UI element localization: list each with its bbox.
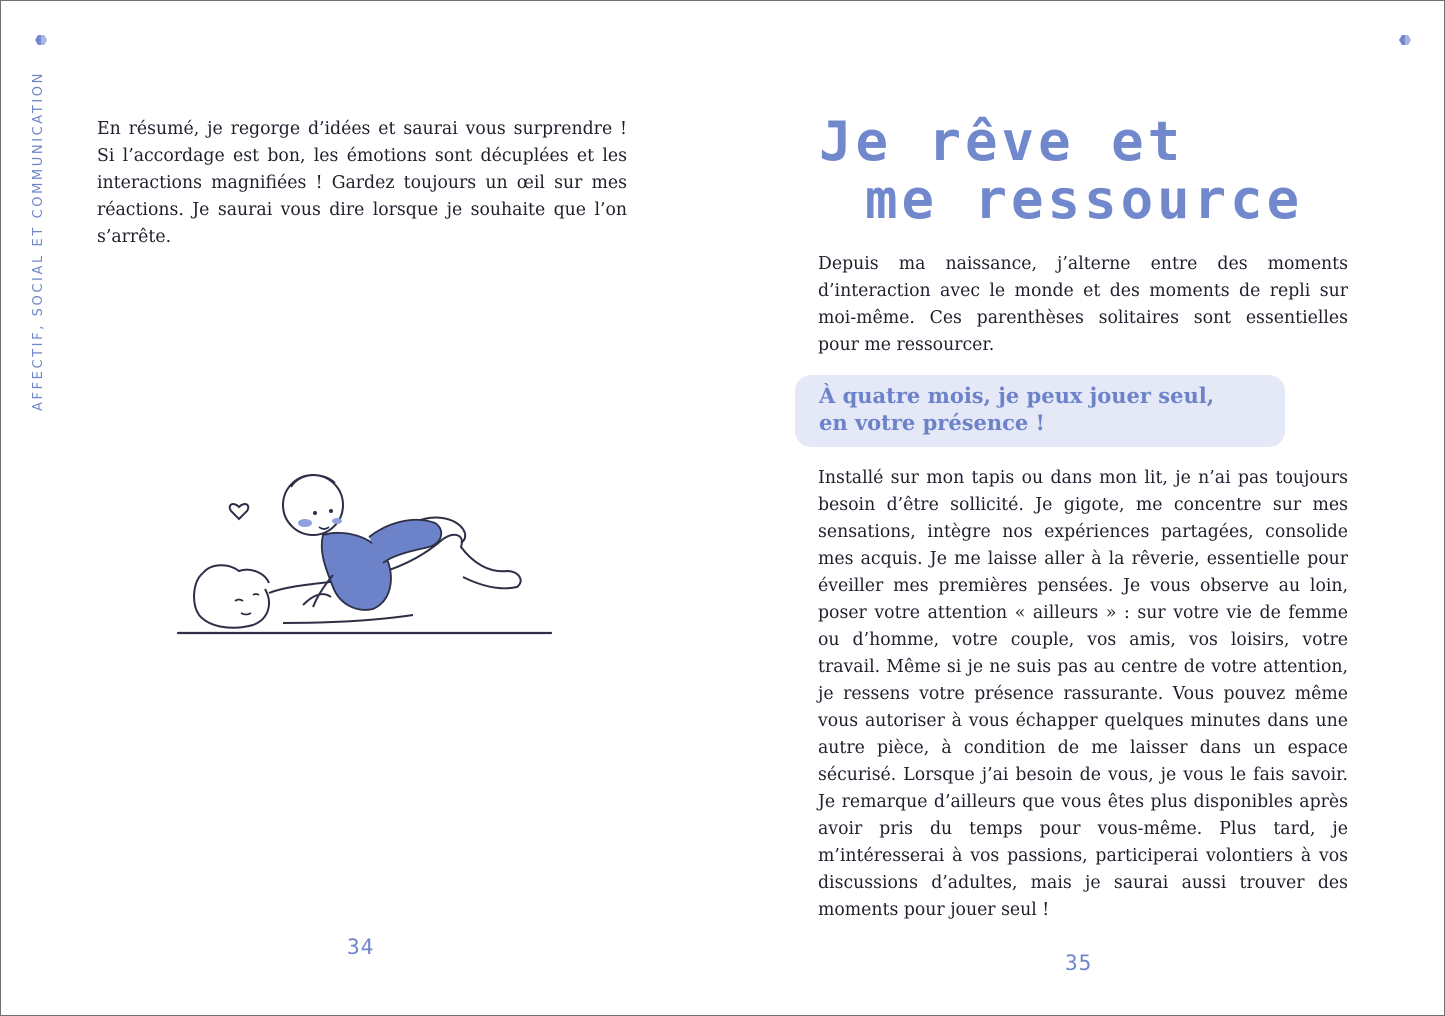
left-page	[1, 1, 723, 1015]
subheading-line1: À quatre mois, je peux jouer seul,	[819, 383, 1215, 408]
page-number-left: 34	[347, 935, 375, 959]
intro-paragraph: Depuis ma naissance, j’alterne entre des moments d’interaction avec le monde et des moments de repli sur moi-même. Ces parenthèses solitaires sont essentielles pour me ressourcer.	[818, 254, 1348, 355]
hexagon-mark-icon	[1399, 34, 1411, 46]
hexagon-mark-icon	[35, 34, 47, 46]
subheading	[819, 382, 1214, 436]
left-paragraph: En résumé, je regorge d’idées et saurai vous surprendre ! Si l’accordage est bon, les émotions sont décuplées et les interactions magnifiées ! Gardez toujours un œil sur mes réactions. Je saurai vous dire lorsque je souhaite que l’on s’arrête.	[97, 119, 627, 247]
parent-lifting-baby-illustration	[173, 463, 557, 643]
chapter-title-line2: me ressource	[865, 168, 1304, 231]
subheading-box	[795, 375, 1285, 447]
section-side-label: AFFECTIF, SOCIAL ET COMMUNICATION	[31, 71, 46, 411]
chapter-title	[819, 110, 1304, 231]
page-number-right: 35	[1065, 951, 1093, 975]
subheading-line2: en votre présence !	[819, 410, 1045, 435]
body-paragraph: Installé sur mon tapis ou dans mon lit, je n’ai pas toujours besoin d’être sollicité. Je gigote, me concentre sur mes sensations, intègre nos expériences partagées, consolide mes acquis. Je me laisse aller à la rêverie, essentielle pour éveiller mes premières pensées. Je vous observe au loin, poser votre attention « ailleurs » : sur votre vie de femme ou d’homme, votre couple, vos amis, vos loisirs, votre travail. Même si je ne suis pas au centre de votre attention, je ressens votre présence rassurante. Vous pouvez même vous autoriser à vous échapper quelques minutes dans une autre pièce, à condition de me laisser dans un espace sécurisé. Lorsque j’ai besoin de vous, je vous le fais savoir. Je remarque d’ailleurs que vous êtes plus disponibles après avoir pris du temps pour vous-même. Plus tard, je m’intéresserai à vos passions, participerai volontiers à vos discussions d’adultes, mais je saurai aussi trouver des moments pour jouer seul !	[818, 468, 1348, 920]
right-page	[723, 1, 1444, 1015]
heart-icon	[230, 504, 249, 519]
chapter-title-line1: Je rêve et	[819, 110, 1185, 173]
